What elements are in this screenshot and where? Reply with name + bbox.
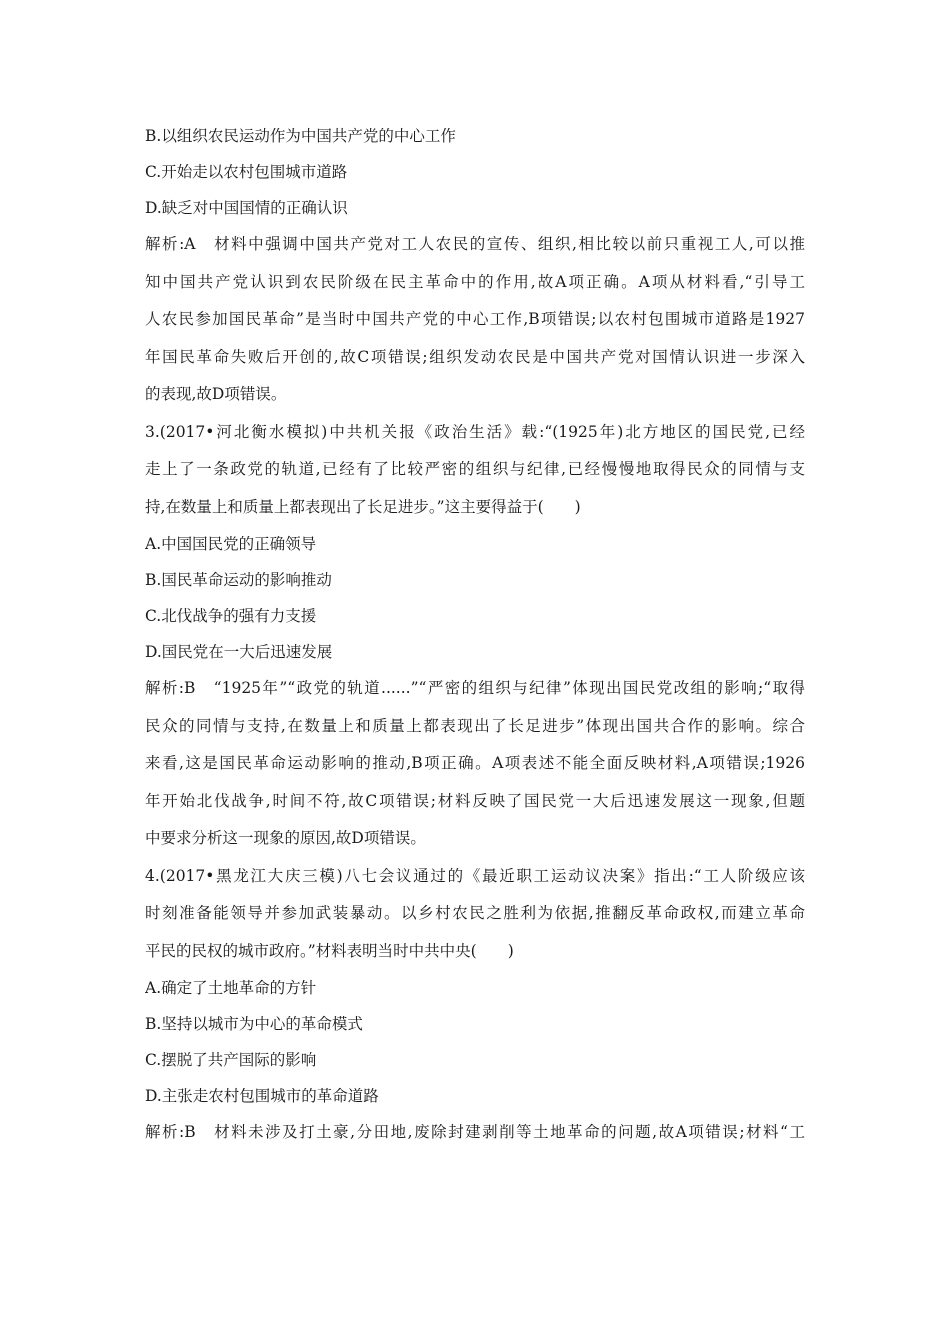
q3-analysis-line: 民众的同情与支持,在数量上和质量上都表现出了长足进步”体现出国共合作的影响。综合 [145, 716, 805, 735]
q4-option-b: B.坚持以城市为中心的革命模式 [145, 1015, 363, 1033]
q3-option-c: C.北伐战争的强有力支援 [145, 607, 317, 625]
q2-analysis-line: 年国民革命失败后开创的,故C项错误;组织发动农民是中国共产党对国情认识进一步深入 [145, 347, 805, 366]
q3-analysis-line: 中要求分析这一现象的原因,故D项错误。 [145, 829, 426, 847]
q2-option-c: C.开始走以农村包围城市道路 [145, 163, 348, 181]
q4-options [145, 974, 805, 1118]
q3-stem-line: 3.(2017•河北衡水模拟)中共机关报《政治生活》载:“(1925年)北方地区的国民党,已经 [145, 422, 805, 441]
q3-option-a: A.中国国民党的正确领导 [145, 535, 317, 553]
q3-stem-line: 走上了一条政党的轨道,已经有了比较严密的组织与纪律,已经慢慢地取得民众的同情与支 [145, 460, 805, 478]
q2-analysis-line: 人农民参加国民革命”是当时中国共产党的中心工作,B项错误;以农村包围城市道路是1927 [145, 310, 805, 328]
q4-option-a: A.确定了土地革命的方针 [145, 979, 317, 997]
q4-stem-line: 平民的民权的城市政府。”材料表明当时中共中央( ) [145, 941, 514, 960]
q4-analysis [145, 1118, 805, 1156]
q3-stem-line: 持,在数量上和质量上都表现出了长足进步。”这主要得益于( ) [145, 497, 581, 516]
q4-option-d: D.主张走农村包围城市的革命道路 [145, 1087, 379, 1105]
q2-analysis-line: 的表现,故D项错误。 [145, 385, 287, 403]
q2-option-d: D.缺乏对中国国情的正确认识 [145, 199, 348, 217]
q3-analysis [145, 674, 805, 862]
document-page [145, 122, 805, 1156]
q3-option-b: B.国民革命运动的影响推动 [145, 571, 332, 589]
q2-analysis-line: 解析:A 材料中强调中国共产党对工人农民的宣传、组织,相比较以前只重视工人,可以推 [145, 235, 805, 253]
q4-stem-line: 时刻准备能领导并参加武装暴动。以乡村农民之胜利为依据,推翻反革命政权,而建立革命 [145, 904, 805, 922]
q3-stem [145, 418, 805, 531]
q3-analysis-line: 来看,这是国民革命运动影响的推动,B项正确。A项表述不能全面反映材料,A项错误;1926 [145, 754, 805, 772]
q3-options [145, 530, 805, 674]
q3-analysis-line: 解析:B “1925年”“政党的轨道......”“严密的组织与纪律”体现出国民党改组的影响;“取得 [145, 679, 805, 697]
q2-analysis [145, 230, 805, 418]
q2-options [145, 122, 805, 230]
q2-option-b: B.以组织农民运动作为中国共产党的中心工作 [145, 127, 456, 145]
q4-analysis-line: 解析:B 材料未涉及打土豪,分田地,废除封建剥削等土地革命的问题,故A项错误;材料“工 [145, 1123, 805, 1141]
q4-option-c: C.摆脱了共产国际的影响 [145, 1051, 317, 1069]
q4-stem [145, 862, 805, 975]
q2-analysis-line: 知中国共产党认识到农民阶级在民主革命中的作用,故A项正确。A项从材料看,“引导工 [145, 272, 805, 291]
q3-option-d: D.国民党在一大后迅速发展 [145, 643, 333, 661]
q4-stem-line: 4.(2017•黑龙江大庆三模)八七会议通过的《最近职工运动议决案》指出:“工人阶级应该 [145, 866, 805, 885]
q3-analysis-line: 年开始北伐战争,时间不符,故C项错误;材料反映了国民党一大后迅速发展这一现象,但题 [145, 791, 805, 810]
